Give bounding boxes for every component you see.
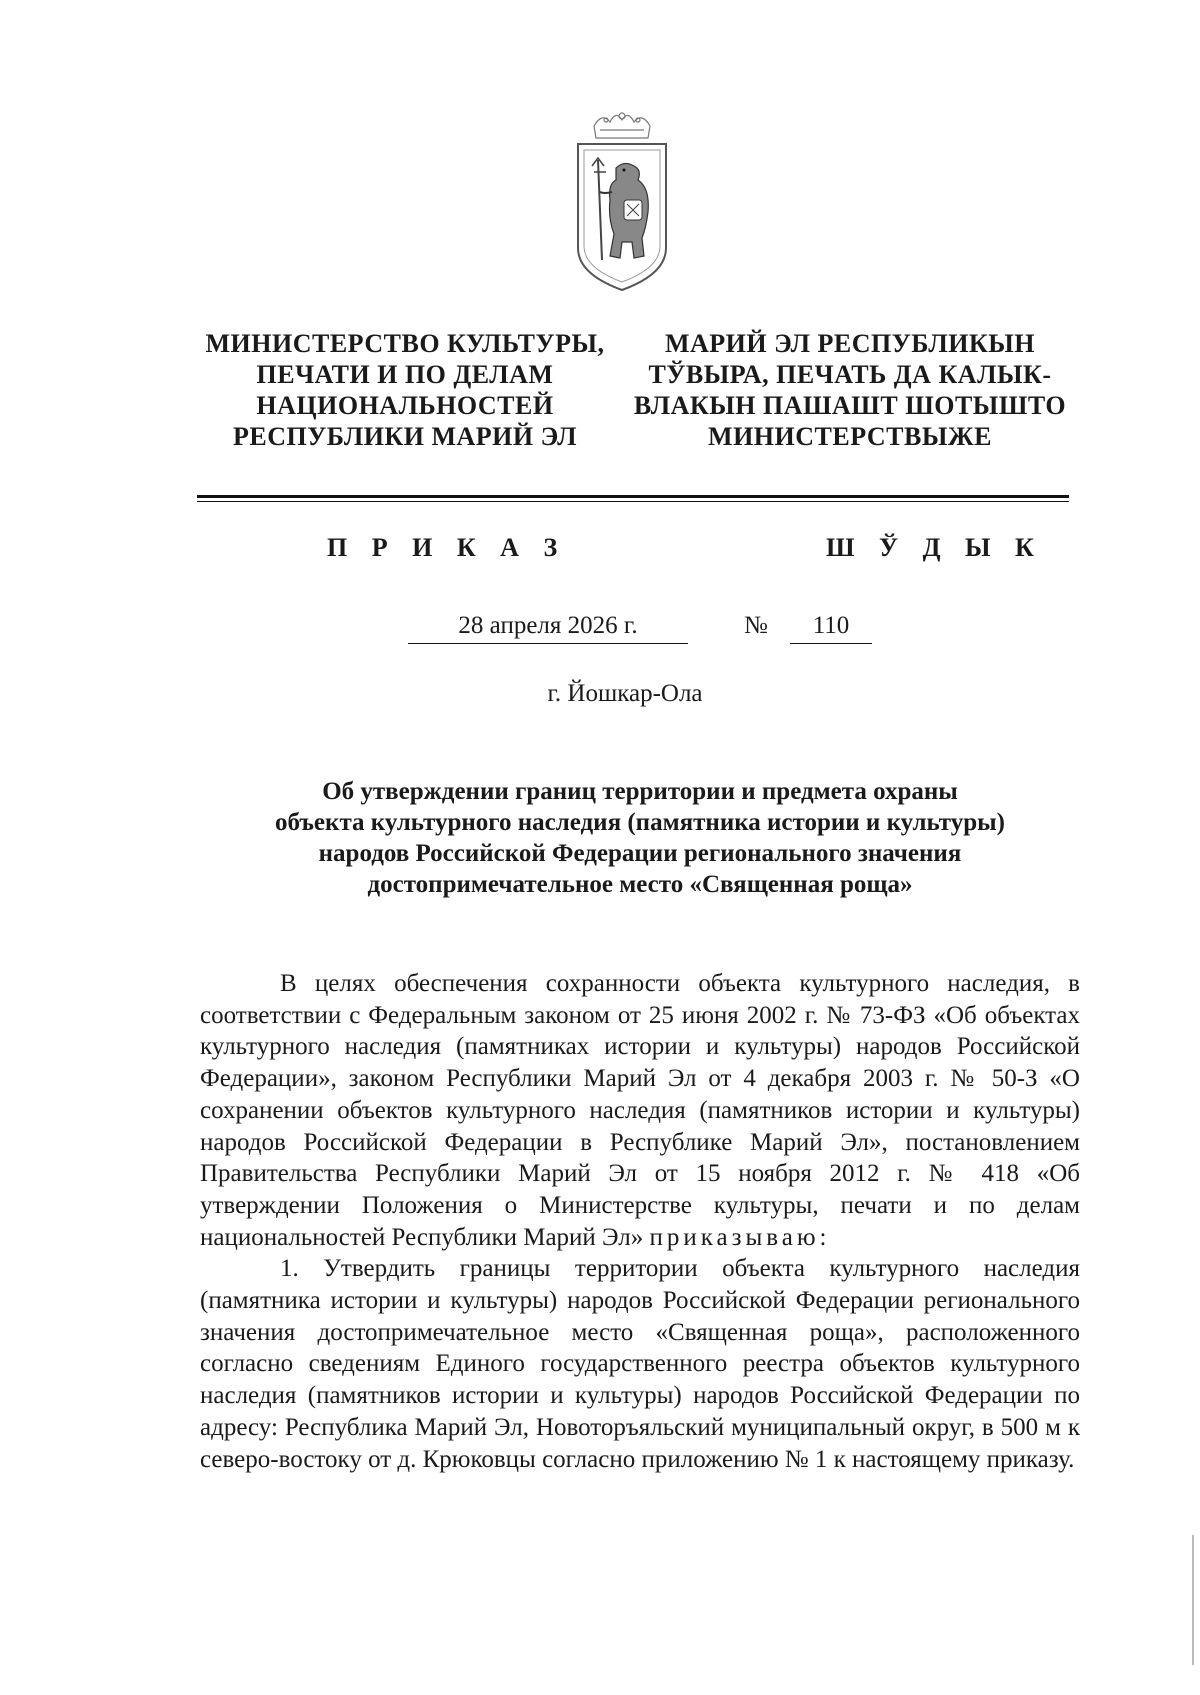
ministry-name-mari [625,328,1075,452]
ministry-mari-line-1: МАРИЙ ЭЛ РЕСПУБЛИКЫН [664,329,1036,358]
city-name: г. Йошкар-Ола [547,680,703,707]
ministry-mari-line-2: ТЎВЫРА, ПЕЧАТЬ ДА КАЛЫК- [648,360,1052,389]
order-number: 110 [790,612,872,644]
ministry-ru-line-1: МИНИСТЕРСТВО КУЛЬТУРЫ, [205,329,605,358]
order-date: 28 апреля 2026 г. [408,612,688,644]
body-paragraph-preamble [200,968,1080,1253]
header-divider-thin [197,501,1069,502]
document-body [200,968,1080,1475]
number-sign: № [744,612,768,639]
ministry-ru-line-4: РЕСПУБЛИКИ МАРИЙ ЭЛ [232,422,578,451]
ministry-mari-line-4: МИНИСТЕРСТВЫЖЕ [708,422,992,451]
order-word: приказываю: [649,1223,831,1251]
header-divider-thick [197,495,1069,498]
preamble-text: В целях обеспечения сохранности объекта культурного наследия, в соответствии с Федеральным законом от 25 июня 2002 г. № 73-ФЗ «Об объектах культурного наследия (памятниках истории и культуры) народов Российской Федерации», законом Республики Марий Эл от 4 декабря 2003 г. № 50-З «О сохранении объектов культурного наследия (памятников истории и культуры) народов Российской Федерации в Республике Марий Эл», постановлением Правительства Республики Марий Эл от 15 ноября 2012 г. № 418 «Об утверждении Положения о Министерстве культуры, печати и по делам национальностей Республики Марий Эл» [200,970,1080,1251]
document-title-line-2: объекта культурного наследия (памятника истории и культуры) [274,809,1005,836]
body-paragraph-item-1: 1. Утвердить границы территории объекта культурного наследия (памятника истории и культуры) народов Российской Федерации регионального значения достопримечательное место «Священная роща», расположенного согласно сведениям Единого государственного реестра объектов культурного наследия (памятников истории и культуры) народов Российской Федерации по адресу: Республика Марий Эл, Новоторъяльский муниципальный округ, в 500 м к северо-востоку от д. Крюковцы согласно приложению № 1 к настоящему приказу. [200,1255,1080,1473]
order-title-russian: П Р И К А З [327,533,567,562]
coat-of-arms-icon [572,108,672,298]
order-title-mari: Ш Ў Д Ы К [826,533,1043,562]
document-title [200,776,1080,900]
document-title-line-1: Об утверждении границ территории и предмета охраны [322,778,958,805]
scan-edge-mark [1192,1535,1194,1665]
ministry-mari-line-3: ВЛАКЫН ПАШАШТ ШОТЫШТО [633,391,1067,420]
document-title-line-4: достопримечательное место «Священная роща» [367,871,913,898]
ministry-name-russian [185,328,625,452]
ministry-ru-line-3: НАЦИОНАЛЬНОСТЕЙ [256,391,554,420]
document-title-line-3: народов Российской Федерации регионального значения [318,840,962,867]
ministry-ru-line-2: ПЕЧАТИ И ПО ДЕЛАМ [256,360,554,389]
